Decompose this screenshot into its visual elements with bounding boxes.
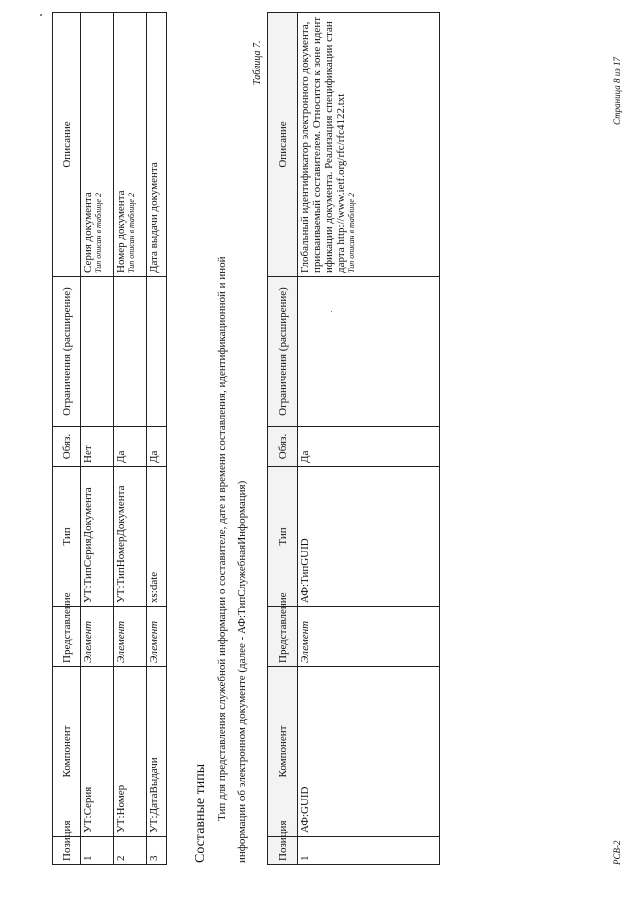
header-required: Обяз. — [53, 427, 81, 467]
cell-component: УТ:ДатаВыдачи — [147, 667, 167, 837]
cell-representation: Элемент — [298, 607, 440, 667]
header-required: Обяз. — [268, 427, 298, 467]
cell-description — [114, 13, 147, 277]
cell-position: 2 — [114, 837, 147, 865]
intro-paragraph-line-2: информации об электронном документе (далее - АФ:ТипСлужебнаяИнформация) — [236, 480, 248, 863]
cell-type: АФ:ТипGUID — [298, 467, 440, 607]
description-text: Глобальный идентификатор электронного документа, присваиваемый составителем. Относится к зоне идентификации документа. Реализация спецификации стандарта http://www.ietf.org/rfc/rfc4122.txt — [299, 16, 347, 273]
header-position: Позиция — [53, 837, 81, 865]
table-row — [81, 13, 114, 865]
cell-description — [298, 13, 440, 277]
header-component: Компонент — [268, 667, 298, 837]
cell-component: АФ:GUID — [298, 667, 440, 837]
description-text: Номер документа — [115, 190, 127, 273]
section-title: Составные типы — [193, 763, 208, 863]
cell-restrictions — [114, 277, 147, 427]
header-restrictions: Ограничения (расширение) — [268, 277, 298, 427]
footer-page-number: Страница 8 из 17 — [612, 57, 622, 125]
table-caption: Таблица 7. — [252, 40, 263, 85]
cell-required: Нет — [81, 427, 114, 467]
header-representation: Представление — [268, 607, 298, 667]
table-row — [147, 13, 167, 865]
table-header-row — [268, 13, 298, 865]
cell-representation: Элемент — [147, 607, 167, 667]
cell-position: 3 — [147, 837, 167, 865]
table-header-row — [53, 13, 81, 865]
table-row — [298, 13, 440, 865]
type-reference-note: Тип описан в таблице 2 — [127, 193, 136, 273]
cell-restrictions — [147, 277, 167, 427]
cell-component: УТ:Номер — [114, 667, 147, 837]
cell-required: Да — [147, 427, 167, 467]
cell-position: 1 — [81, 837, 114, 865]
cell-restrictions — [81, 277, 114, 427]
table-element-types — [52, 12, 167, 865]
cell-component: УТ:Серия — [81, 667, 114, 837]
cell-representation: Элемент — [114, 607, 147, 667]
header-description: Описание — [268, 13, 298, 277]
table-row — [114, 13, 147, 865]
header-restrictions: Ограничения (расширение) — [53, 277, 81, 427]
header-position: Позиция — [268, 837, 298, 865]
header-type: Тип — [268, 467, 298, 607]
header-representation: Представление — [53, 607, 81, 667]
cell-restrictions — [298, 277, 440, 427]
cell-description — [81, 13, 114, 277]
table-composite-types — [267, 12, 440, 865]
cell-required: Да — [298, 427, 440, 467]
cell-position: 1 — [298, 837, 440, 865]
header-description: Описание — [53, 13, 81, 277]
type-reference-note: Тип описан в таблице 2 — [347, 193, 356, 273]
cell-representation: Элемент — [81, 607, 114, 667]
cell-required: Да — [114, 427, 147, 467]
cell-description: Дата выдачи документа — [147, 13, 167, 277]
cell-type: xs:date — [147, 467, 167, 607]
intro-paragraph-line-1: Тип для представления служебной информации о составителе, дате и времени составления, идентификационной и иной — [216, 256, 228, 821]
footer-form-code: РСВ-2 — [612, 840, 622, 865]
header-type: Тип — [53, 467, 81, 607]
cell-type: УТ:ТипСерияДокумента — [81, 467, 114, 607]
cell-type: УТ:ТипНомерДокумента — [114, 467, 147, 607]
description-text: Серия документа — [82, 192, 94, 273]
header-component: Компонент — [53, 667, 81, 837]
type-reference-note: Тип описан в таблице 2 — [94, 193, 103, 273]
